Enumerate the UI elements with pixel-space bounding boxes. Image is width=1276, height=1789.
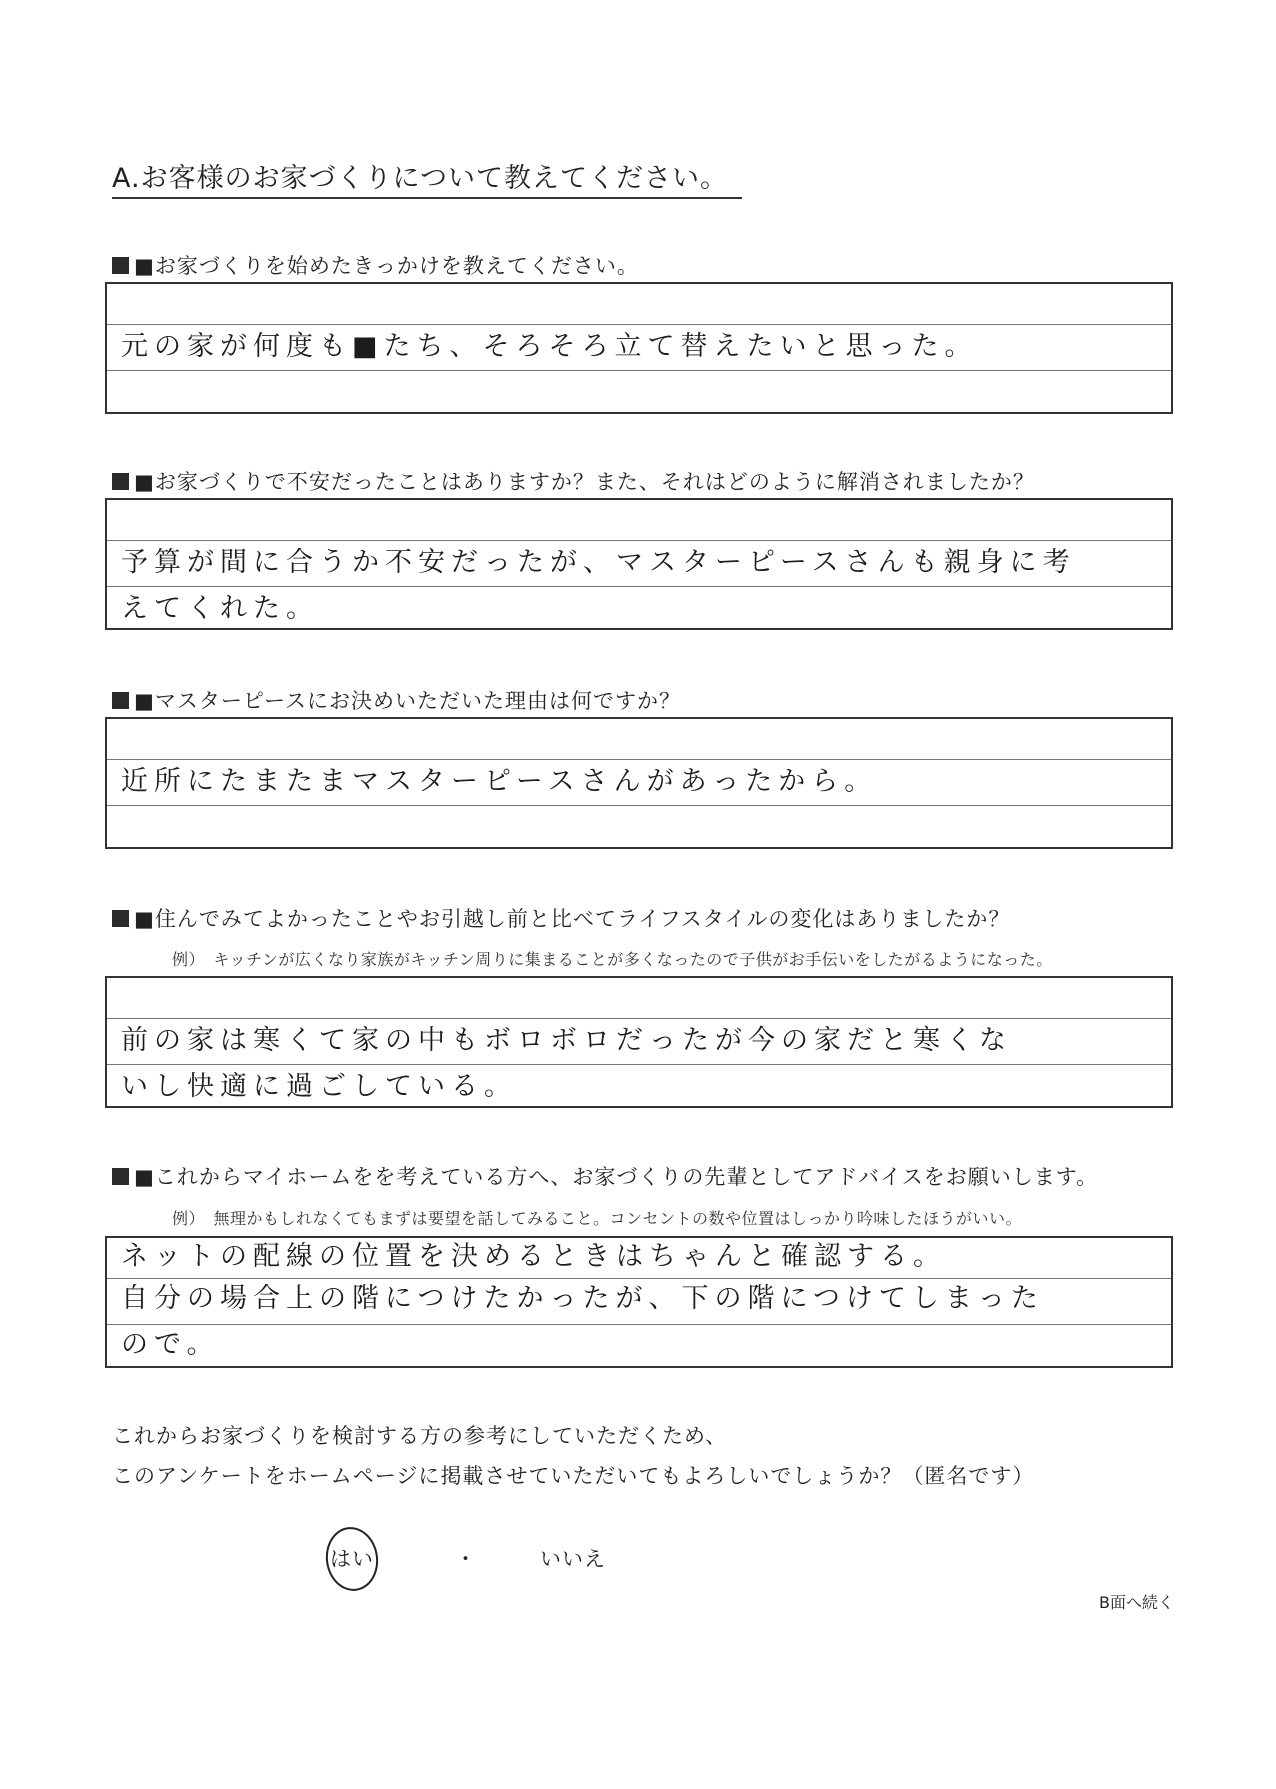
continued-label: B面へ続く	[1099, 1593, 1174, 1612]
question-1-text: ■お家づくりを始めたきっかけを教えてください。	[134, 254, 639, 278]
answer-4-line-2: いし快適に過ごしている。	[121, 1071, 517, 1102]
question-3-label	[112, 685, 681, 715]
answer-2-line-2: えてくれた。	[121, 593, 319, 624]
question-5-example: 例） 無理かもしれなくてもまずは要望を話してみること。コンセントの数や位置はしっかり吟味したほうがいい。	[172, 1209, 1023, 1228]
answer-2-line-1: 予算が間に合うか不安だったが、マスターピースさんも親身に考	[121, 547, 1076, 578]
answer-1-line-1: 元の家が何度も■たち、そろそろ立て替えたいと思った。	[121, 331, 978, 362]
question-5-label	[112, 1161, 1098, 1191]
section-title: A.お客様のお家づくりについて教えてください。	[112, 156, 742, 199]
consent-line-2: このアンケートをホームページに掲載させていただいてもよろしいでしょうか？（匿名です）	[112, 1464, 1035, 1488]
answer-4-line-1: 前の家は寒くて家の中もボロボロだったが今の家だと寒くな	[121, 1025, 1012, 1056]
question-4-label	[112, 903, 1010, 933]
square-bullet-icon	[112, 1168, 129, 1185]
square-bullet-icon	[112, 473, 129, 490]
answer-5-line-3: ので。	[121, 1329, 220, 1360]
consent-yes-option[interactable]: はい	[330, 1547, 374, 1571]
answer-5-line-1: ネットの配線の位置を決めるときはちゃんと確認する。	[121, 1241, 946, 1272]
answer-box-1	[105, 282, 1173, 414]
answer-5-line-2: 自分の場合上の階につけたかったが、下の階につけてしまった	[121, 1283, 1044, 1314]
consent-no-option[interactable]: いいえ	[540, 1547, 606, 1571]
ruled-line	[107, 370, 1171, 371]
consent-separator: ・	[455, 1547, 477, 1571]
question-4-example: 例） キッチンが広くなり家族がキッチン周りに集まることが多くなったので子供がお手伝いをしたがるようになった。	[172, 950, 1053, 969]
question-3-text: ■マスターピースにお決めいただいた理由は何ですか？	[134, 689, 681, 713]
question-5-text: ■これからマイホームをを考えている方へ、お家づくりの先輩としてアドバイスをお願いします。	[134, 1165, 1099, 1189]
answer-box-2	[105, 498, 1173, 630]
question-2-text: ■お家づくりで不安だったことはありますか？また、それはどのように解消されましたか？	[134, 470, 1035, 494]
answer-box-4	[105, 976, 1173, 1108]
answer-box-5	[105, 1236, 1173, 1368]
question-2-label	[112, 466, 1035, 496]
square-bullet-icon	[112, 692, 129, 709]
consent-line-1: これからお家づくりを検討する方の参考にしていただくため、	[112, 1424, 728, 1448]
question-4-text: ■住んでみてよかったことやお引越し前と比べてライフスタイルの変化はありましたか？	[134, 907, 1011, 931]
answer-3-line-1: 近所にたまたまマスターピースさんがあったから。	[121, 766, 878, 797]
question-1-label	[112, 250, 639, 280]
square-bullet-icon	[112, 257, 129, 274]
square-bullet-icon	[112, 910, 129, 927]
answer-box-3	[105, 717, 1173, 849]
ruled-line	[107, 805, 1171, 806]
